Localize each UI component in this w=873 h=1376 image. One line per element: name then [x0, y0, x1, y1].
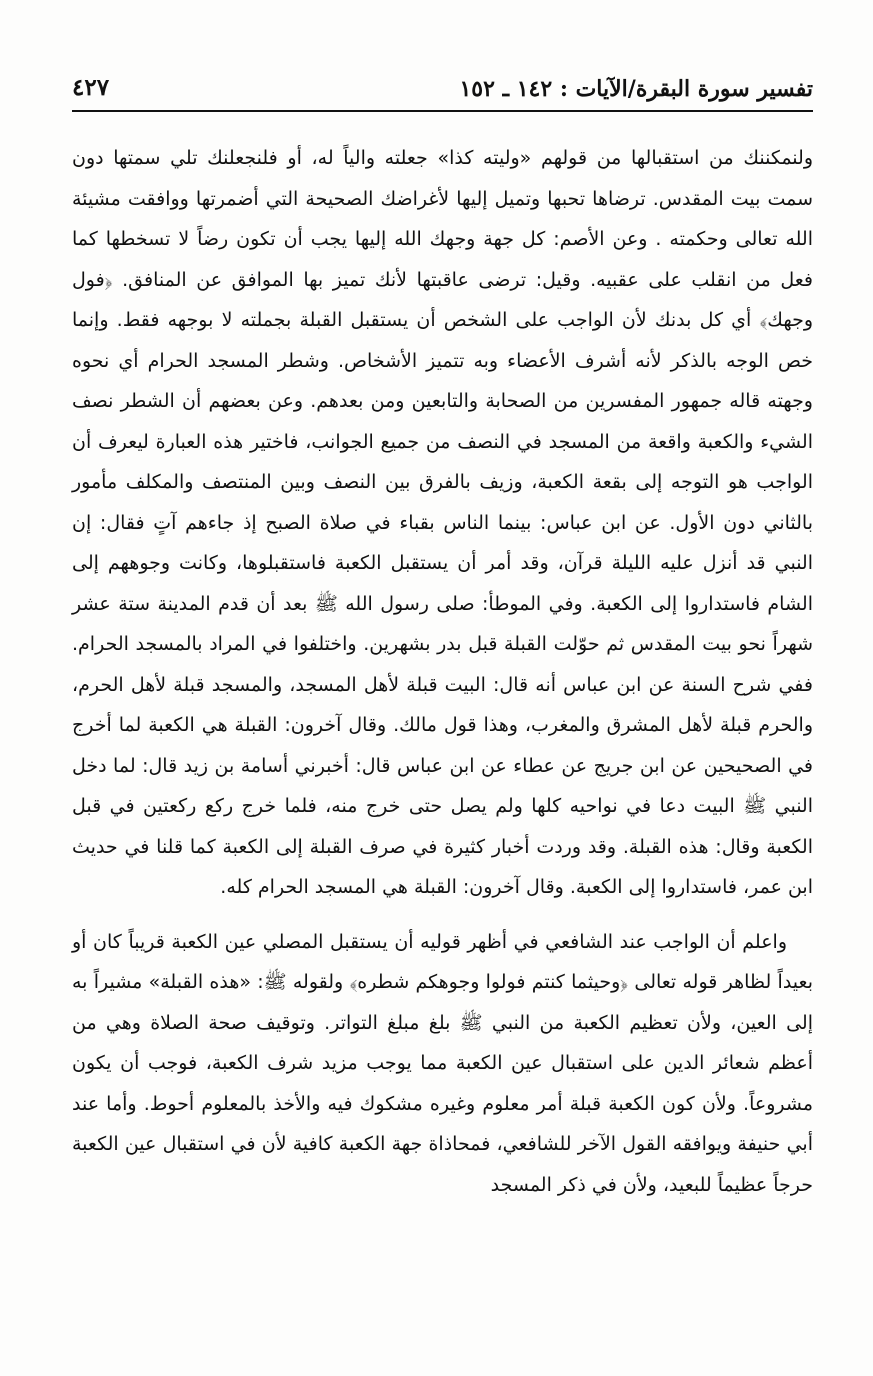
running-header	[72, 70, 813, 112]
paragraph-1: ولنمكننك من استقبالها من قولهم «وليته كذا» جعلته والياً له، أو فلنجعلنك تلي سمتها دون سمت بيت المقدس. ترضاها تحبها وتميل إليها لأغراضك الصحيحة التي أضمرتها ووافقت مشيئة الله تعالى وحكمته . وعن الأصم: كل جهة وجهك الله إليها يجب أن تكون رضاً لا تسخطها كما فعل من انقلب على عقبيه. وقيل: ترضى عاقبتها لأنك تميز بها الموافق عن المنافق. ﴿فول وجهك﴾ أي كل بدنك لأن الواجب على الشخص أن يستقبل القبلة بجملته لا بوجهه فقط. وإنما خص الوجه بالذكر لأنه أشرف الأعضاء وبه تتميز الأشخاص. وشطر المسجد الحرام أي نحوه وجهته قاله جمهور المفسرين من الصحابة والتابعين ومن بعدهم. وعن بعضهم أن الشطر نصف الشيء والكعبة واقعة من المسجد في النصف من جميع الجوانب، فاختير هذه العبارة ليعرف أن الواجب هو التوجه إلى بقعة الكعبة، وزيف بالفرق بين النصف وبين المنتصف والمكلف مأمور بالثاني دون الأول. عن ابن عباس: بينما الناس بقباء في صلاة الصبح إذ جاءهم آتٍ فقال: إن النبي قد أنزل عليه الليلة قرآن، وقد أمر أن يستقبل الكعبة فاستقبلوها، وكانت وجوههم إلى الشام فاستداروا إلى الكعبة. وفي الموطأ: صلى رسول الله ﷺ بعد أن قدم المدينة ستة عشر شهراً نحو بيت المقدس ثم حوّلت القبلة قبل بدر بشهرين. واختلفوا في المراد بالمسجد الحرام. ففي شرح السنة عن ابن عباس أنه قال: البيت قبلة لأهل المسجد، والمسجد قبلة لأهل الحرم، والحرم قبلة لأهل المشرق والمغرب، وهذا قول مالك. وقال آخرون: القبلة هي الكعبة لما أخرج في الصحيحين عن ابن جريج عن عطاء عن ابن عباس قال: أخبرني أسامة بن زيد قال: لما دخل النبي ﷺ البيت دعا في نواحيه كلها ولم يصل حتى خرج منه، فلما خرج ركع ركعتين في قبل الكعبة وقال: هذه القبلة. وقد وردت أخبار كثيرة في صرف القبلة إلى الكعبة كما قلنا في حديث ابن عمر، فاستداروا إلى الكعبة. وقال آخرون: القبلة هي المسجد الحرام كله.	[72, 147, 813, 898]
header-rule	[72, 110, 813, 112]
running-title: تفسير سورة البقرة/الآيات : ١٤٢ ـ ١٥٢	[459, 76, 813, 102]
body-text	[72, 138, 813, 1205]
page-number: ٤٢٧	[72, 74, 110, 101]
paragraph-2: واعلم أن الواجب عند الشافعي في أظهر قوليه أن يستقبل المصلي عين الكعبة قريباً كان أو بعيداً لظاهر قوله تعالى ﴿وحيثما كنتم فولوا وجوهكم شطره﴾ ولقوله ﷺ: «هذه القبلة» مشيراً به إلى العين، ولأن تعظيم الكعبة من النبي ﷺ بلغ مبلغ التواتر. وتوقيف صحة الصلاة وهي من أعظم شعائر الدين على استقبال عين الكعبة مما يوجب مزيد شرف الكعبة، فوجب أن يكون مشروعاً. ولأن كون الكعبة قبلة أمر معلوم وغيره مشكوك فيه والأخذ بالمعلوم أحوط. وأما عند أبي حنيفة ويوافقه القول الآخر للشافعي، فمحاذاة جهة الكعبة كافية لأن في استقبال عين الكعبة حرجاً عظيماً للبعيد، ولأن في ذكر المسجد	[72, 930, 813, 1196]
